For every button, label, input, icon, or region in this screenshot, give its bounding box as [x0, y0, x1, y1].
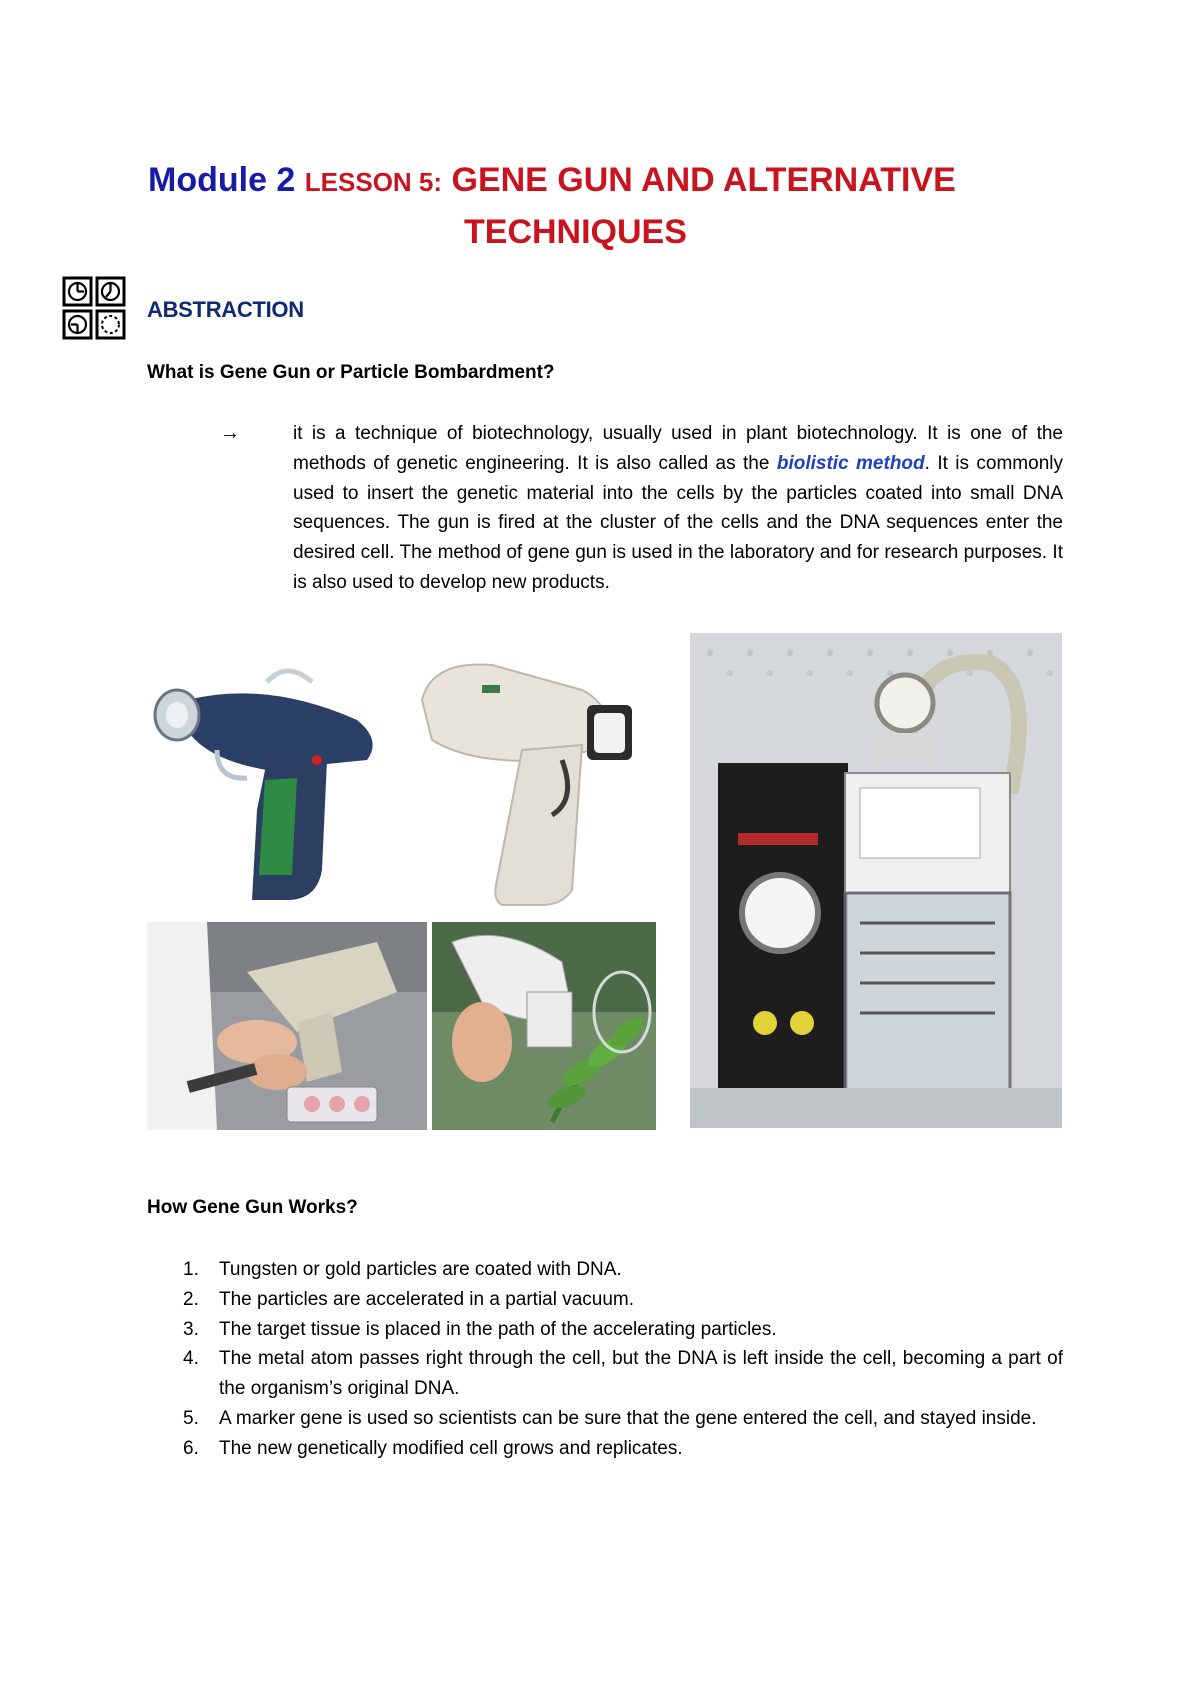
list-item: [147, 1344, 1063, 1404]
step-text: The target tissue is placed in the path of the accelerating particles.: [219, 1318, 777, 1340]
gene-gun-on-plate-illustration: [147, 922, 427, 1130]
photo-blue-gene-gun: [147, 660, 407, 915]
list-item: [147, 1434, 1063, 1464]
gene-gun-on-leaves-illustration: [432, 922, 656, 1130]
step-text: The new genetically modified cell grows and replicates.: [219, 1437, 683, 1459]
photo-benchtop-system: [690, 633, 1062, 1128]
step-text: Tungsten or gold particles are coated with DNA.: [219, 1259, 622, 1280]
lesson-label: LESSON 5:: [304, 167, 443, 197]
step-text: The particles are accelerated in a partial vacuum.: [219, 1288, 635, 1310]
section-title: ABSTRACTION: [147, 297, 304, 322]
blue-gene-gun-illustration: [147, 660, 407, 915]
step-number: 4.: [183, 1348, 199, 1370]
title-line-2: TECHNIQUES: [464, 213, 687, 251]
paragraph-part-2: . It is commonly used to insert the genetic material into the cells by the particles coated into small DNA sequences. The gun is fired at the cluster of the cells and the DNA sequences enter the desired cell. The method of gene gun is used in the laboratory and for research purposes. It is also used to develop new products.: [293, 452, 1063, 593]
step-number: 3.: [183, 1318, 199, 1340]
list-item: [147, 1285, 1063, 1315]
bullet-arrow: →: [220, 422, 240, 444]
emphasis-term: biolistic method: [776, 452, 925, 474]
list-item: [147, 1315, 1063, 1345]
steps-list: [147, 1255, 1063, 1464]
step-number: 5.: [183, 1407, 199, 1429]
step-number: 2.: [183, 1288, 199, 1310]
benchtop-system-illustration: [690, 633, 1062, 1128]
paragraph-part-1: it is a technique of biotechnology, usually used in plant biotechnology. It is one of the methods of genetic engineering. It is also called as the: [293, 423, 1063, 474]
photo-gene-gun-on-leaves: [432, 922, 656, 1130]
clock-grid-icon: [62, 276, 126, 340]
list-item: [147, 1404, 1063, 1434]
module-label: Module 2: [148, 161, 296, 199]
step-number: 6.: [183, 1437, 199, 1459]
white-gene-gun-illustration: [412, 650, 672, 915]
page-title: [148, 155, 1088, 257]
step-text: A marker gene is used so scientists can be sure that the gene entered the cell, and stayed inside.: [219, 1407, 1037, 1429]
photo-white-gene-gun: [412, 650, 672, 915]
step-text: The metal atom passes right through the cell, but the DNA is left inside the cell, becoming a part of the organism’s original DNA.: [219, 1348, 1063, 1400]
question-heading: What is Gene Gun or Particle Bombardment?: [147, 362, 555, 383]
photo-gene-gun-on-plate: [147, 922, 427, 1130]
step-number: 1.: [183, 1259, 199, 1280]
title-line-1: GENE GUN AND ALTERNATIVE: [451, 161, 956, 199]
how-it-works-heading: How Gene Gun Works?: [147, 1197, 358, 1218]
list-item: [147, 1255, 1063, 1285]
definition-paragraph: [293, 419, 1063, 598]
